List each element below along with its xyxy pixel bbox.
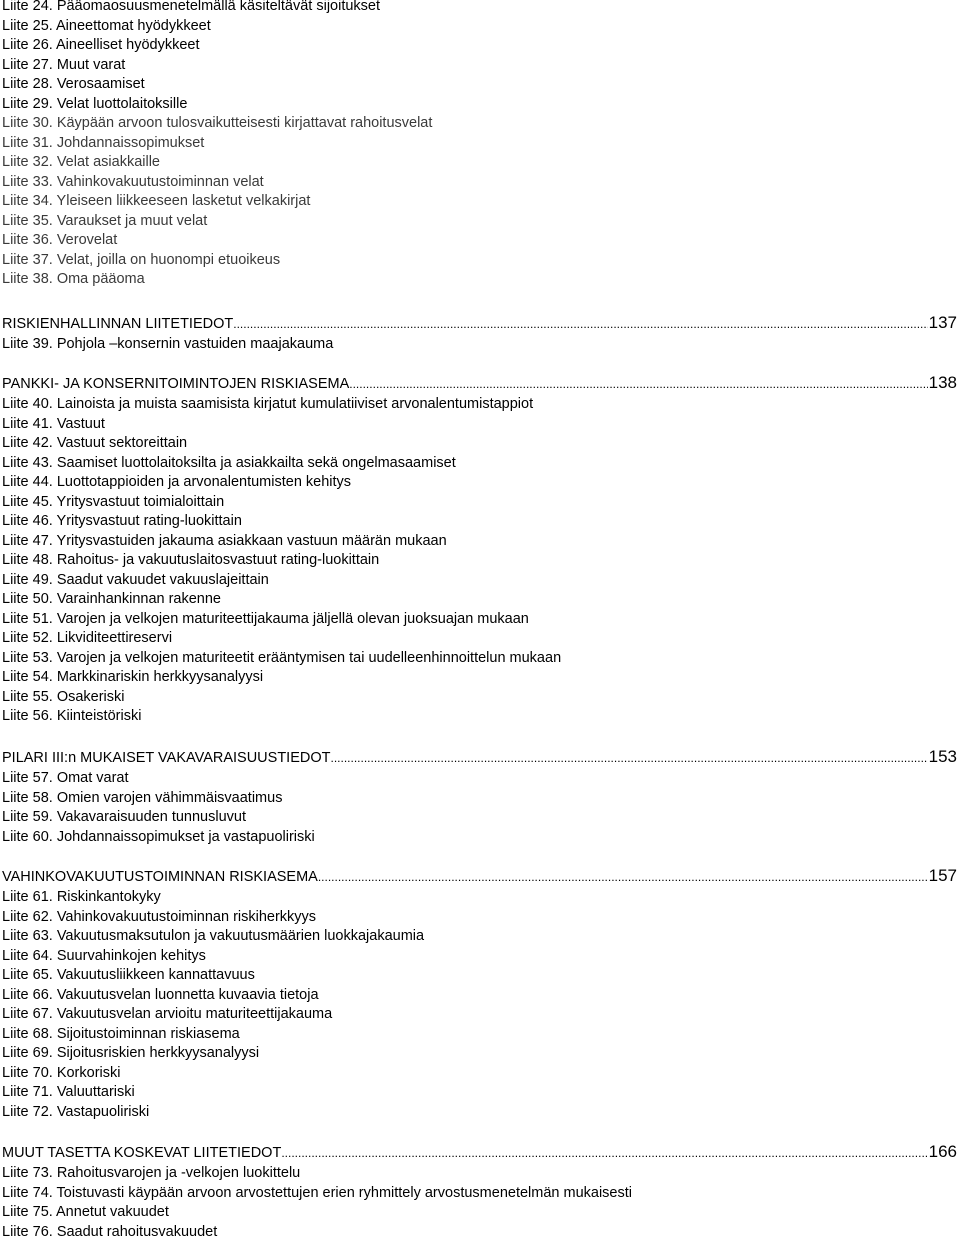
toc-section-banking-risk [0,371,960,727]
section-page-number: 137 [928,311,957,335]
section-title: PANKKI- JA KONSERNITOIMINTOJEN RISKIASEMA [2,372,349,396]
toc-entry[interactable]: Liite 41. Vastuut [0,415,960,435]
toc-entry[interactable]: Liite 57. Omat varat [0,769,960,789]
toc-entry[interactable]: Liite 50. Varainhankinnan rakenne [0,590,960,610]
toc-entry[interactable]: Liite 61. Riskinkantokyky [0,888,960,908]
toc-entry[interactable]: Liite 38. Oma pääoma [0,270,960,290]
toc-entry[interactable]: Liite 34. Yleiseen liikkeeseen lasketut velkakirjat [0,192,960,212]
toc-entry[interactable]: Liite 33. Vahinkovakuutustoiminnan velat [0,173,960,193]
section-page-number: 138 [928,371,957,395]
toc-entry[interactable]: Liite 47. Yritysvastuiden jakauma asiakkaan vastuun määrän mukaan [0,532,960,552]
section-title: RISKIENHALLINNAN LIITETIEDOT [2,312,233,336]
toc-entry[interactable]: Liite 32. Velat asiakkaille [0,153,960,173]
dot-leader [330,746,927,770]
toc-entry[interactable]: Liite 54. Markkinariskin herkkyysanalyysi [0,668,960,688]
toc-entry[interactable]: Liite 42. Vastuut sektoreittain [0,434,960,454]
toc-entry[interactable]: Liite 55. Osakeriski [0,688,960,708]
section-title: PILARI III:n MUKAISET VAKAVARAISUUSTIEDOT [2,746,330,770]
toc-entry[interactable]: Liite 67. Vakuutusvelan arvioitu maturiteettijakauma [0,1005,960,1025]
toc-entry[interactable]: Liite 25. Aineettomat hyödykkeet [0,17,960,37]
toc-entry[interactable]: Liite 51. Varojen ja velkojen maturiteettijakauma jäljellä olevan juoksuajan mukaan [0,610,960,630]
toc-section-non-life-risk [0,864,960,1122]
toc-entry[interactable]: Liite 74. Toistuvasti käypään arvoon arvostettujen erien ryhmittely arvostusmenetelmän mukaisesti [0,1184,960,1204]
toc-group-balance-notes [0,0,960,290]
toc-entry[interactable]: Liite 64. Suurvahinkojen kehitys [0,947,960,967]
toc-entry[interactable]: Liite 72. Vastapuoliriski [0,1103,960,1123]
toc-entry[interactable]: Liite 73. Rahoitusvarojen ja -velkojen luokittelu [0,1164,960,1184]
toc-entry[interactable]: Liite 58. Omien varojen vähimmäisvaatimus [0,789,960,809]
toc-section-risk-management [0,311,960,355]
toc-entry[interactable]: Liite 75. Annetut vakuudet [0,1203,960,1223]
toc-entry[interactable]: Liite 28. Verosaamiset [0,75,960,95]
toc-entry[interactable]: Liite 65. Vakuutusliikkeen kannattavuus [0,966,960,986]
toc-entry[interactable]: Liite 29. Velat luottolaitoksille [0,95,960,115]
toc-entry[interactable]: Liite 46. Yritysvastuut rating-luokittain [0,512,960,532]
toc-entry[interactable]: Liite 48. Rahoitus- ja vakuutuslaitosvastuut rating-luokittain [0,551,960,571]
toc-entry[interactable]: Liite 43. Saamiset luottolaitoksilta ja asiakkailta sekä ongelmasaamiset [0,454,960,474]
toc-entry[interactable]: Liite 26. Aineelliset hyödykkeet [0,36,960,56]
toc-entry[interactable]: Liite 62. Vahinkovakuutustoiminnan riskiherkkyys [0,908,960,928]
toc-entry[interactable]: Liite 39. Pohjola –konsernin vastuiden maajakauma [0,335,960,355]
section-page-number: 153 [928,745,957,769]
toc-entry[interactable]: Liite 59. Vakavaraisuuden tunnusluvut [0,808,960,828]
section-title: MUUT TASETTA KOSKEVAT LIITETIEDOT [2,1141,281,1165]
toc-entry[interactable]: Liite 45. Yritysvastuut toimialoittain [0,493,960,513]
toc-entry[interactable]: Liite 35. Varaukset ja muut velat [0,212,960,232]
toc-section-heading[interactable] [0,745,960,769]
dot-leader [233,312,927,336]
toc-entry[interactable]: Liite 52. Likviditeettireservi [0,629,960,649]
toc-section-heading[interactable] [0,1140,960,1164]
toc-entry[interactable]: Liite 30. Käypään arvoon tulosvaikutteisesti kirjattavat rahoitusvelat [0,114,960,134]
toc-section-heading[interactable] [0,311,960,335]
toc-entry[interactable]: Liite 40. Lainoista ja muista saamisista kirjatut kumulatiiviset arvonalentumistappiot [0,395,960,415]
toc-entry[interactable]: Liite 44. Luottotappioiden ja arvonalentumisten kehitys [0,473,960,493]
dot-leader [281,1141,927,1165]
toc-section-heading[interactable] [0,371,960,395]
toc-entry[interactable]: Liite 27. Muut varat [0,56,960,76]
toc-entry[interactable]: Liite 71. Valuuttariski [0,1083,960,1103]
dot-leader [349,372,927,396]
toc-entry[interactable]: Liite 24. Pääomaosuusmenetelmällä käsiteltävät sijoitukset [0,0,960,17]
toc-entry[interactable]: Liite 53. Varojen ja velkojen maturiteetit erääntymisen tai uudelleenhinnoittelun mukaan [0,649,960,669]
toc-entry[interactable]: Liite 60. Johdannaissopimukset ja vastapuoliriski [0,828,960,848]
toc-entry[interactable]: Liite 76. Saadut rahoitusvakuudet [0,1223,960,1242]
toc-entry[interactable]: Liite 56. Kiinteistöriski [0,707,960,727]
section-page-number: 166 [928,1140,957,1164]
toc-section-other-balance-notes [0,1140,960,1242]
toc-section-heading[interactable] [0,864,960,888]
toc-entry[interactable]: Liite 49. Saadut vakuudet vakuuslajeittain [0,571,960,591]
toc-entry[interactable]: Liite 36. Verovelat [0,231,960,251]
toc-section-pillar-3 [0,745,960,847]
section-title: VAHINKOVAKUUTUSTOIMINNAN RISKIASEMA [2,865,318,889]
toc-entry[interactable]: Liite 37. Velat, joilla on huonompi etuoikeus [0,251,960,271]
toc-entry[interactable]: Liite 69. Sijoitusriskien herkkyysanalyysi [0,1044,960,1064]
toc-entry[interactable]: Liite 31. Johdannaissopimukset [0,134,960,154]
dot-leader [318,865,928,889]
toc-entry[interactable]: Liite 70. Korkoriski [0,1064,960,1084]
section-page-number: 157 [928,864,957,888]
toc-entry[interactable]: Liite 63. Vakuutusmaksutulon ja vakuutusmäärien luokkajakaumia [0,927,960,947]
toc-entry[interactable]: Liite 68. Sijoitustoiminnan riskiasema [0,1025,960,1045]
toc-entry[interactable]: Liite 66. Vakuutusvelan luonnetta kuvaavia tietoja [0,986,960,1006]
